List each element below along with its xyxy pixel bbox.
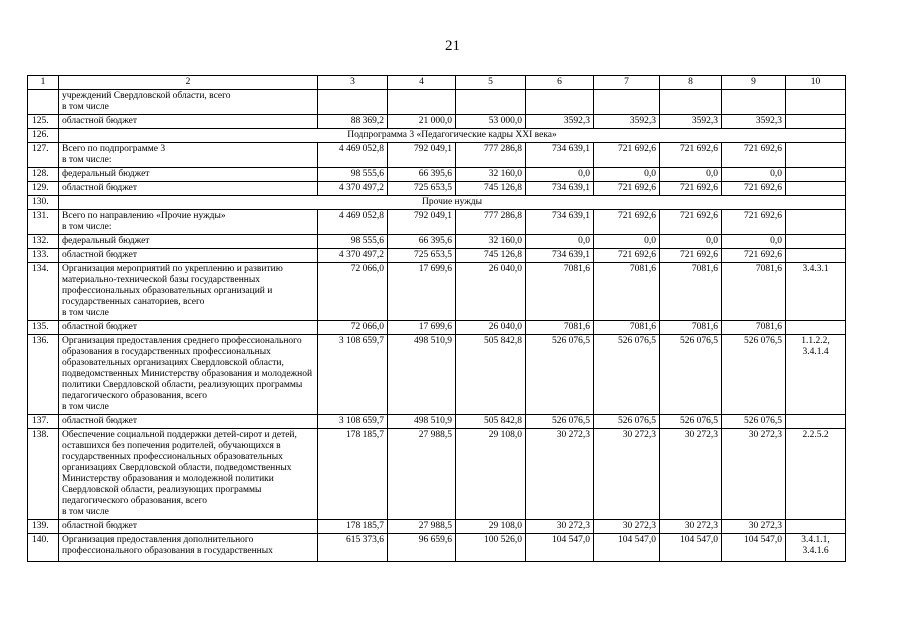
value-cell: 526 076,5 [722, 335, 786, 415]
value-cell: 32 160,0 [456, 235, 526, 249]
goal-code [786, 321, 846, 335]
row-number: 135. [28, 321, 59, 335]
section-title: Подпрограмма 3 «Педагогические кадры XXI века» [59, 129, 846, 143]
value-cell: 721 692,6 [660, 143, 722, 168]
budget-table [27, 75, 846, 562]
column-header: 2 [59, 76, 318, 90]
value-cell: 0,0 [722, 168, 786, 182]
value-cell [456, 90, 526, 115]
value-cell: 3592,3 [722, 115, 786, 129]
row-name: Организация предоставления дополнительного профессионального образования в государственных [59, 534, 318, 562]
value-cell: 29 108,0 [456, 520, 526, 534]
value-cell: 721 692,6 [594, 182, 660, 196]
row-number: 130. [28, 196, 59, 210]
table-row [28, 196, 846, 210]
row-name: Всего по подпрограмме 3 в том числе: [59, 143, 318, 168]
value-cell: 7081,6 [722, 263, 786, 321]
row-name: Организация предоставления среднего профессионального образования в государственных профессиональных образовательных организациях Свердловской области, подведомственных Министерству образования и молодежной политики Свердловской области, реализующих программы педагогического образования, всего в том числе [59, 335, 318, 415]
row-name: областной бюджет [59, 415, 318, 429]
value-cell: 0,0 [722, 235, 786, 249]
value-cell: 721 692,6 [722, 249, 786, 263]
row-number: 133. [28, 249, 59, 263]
row-name: Обеспечение социальной поддержки детей-сирот и детей, оставшихся без попечения родителей, обучающихся в государственных профессиональных образовательных организациях Свердловской области, подведомственных Министерству образования и молодежной политики Свердловской области, реализующих программы педагогического образования, всего в том числе [59, 429, 318, 520]
row-number: 132. [28, 235, 59, 249]
row-number: 137. [28, 415, 59, 429]
value-cell: 66 395,6 [388, 235, 456, 249]
value-cell: 721 692,6 [660, 182, 722, 196]
value-cell: 725 653,5 [388, 182, 456, 196]
page-number: 21 [445, 38, 460, 54]
column-header: 9 [722, 76, 786, 90]
value-cell: 66 395,6 [388, 168, 456, 182]
value-cell: 4 469 052,8 [318, 210, 388, 235]
value-cell: 498 510,9 [388, 415, 456, 429]
column-header: 4 [388, 76, 456, 90]
goal-code: 3.4.3.1 [786, 263, 846, 321]
table-row [28, 129, 846, 143]
value-cell: 792 049,1 [388, 143, 456, 168]
goal-code [786, 90, 846, 115]
row-name: областной бюджет [59, 115, 318, 129]
table-row [28, 520, 846, 534]
value-cell: 100 526,0 [456, 534, 526, 562]
row-number: 134. [28, 263, 59, 321]
row-name: областной бюджет [59, 520, 318, 534]
header-row [28, 76, 846, 90]
value-cell: 98 555,6 [318, 235, 388, 249]
goal-code [786, 249, 846, 263]
value-cell: 498 510,9 [388, 335, 456, 415]
value-cell: 0,0 [594, 168, 660, 182]
column-header: 6 [526, 76, 594, 90]
table-row [28, 210, 846, 235]
table-row [28, 534, 846, 562]
value-cell: 7081,6 [660, 321, 722, 335]
goal-code [786, 210, 846, 235]
value-cell: 7081,6 [526, 321, 594, 335]
goal-code [786, 168, 846, 182]
value-cell: 526 076,5 [594, 335, 660, 415]
value-cell: 526 076,5 [660, 415, 722, 429]
value-cell: 27 988,5 [388, 520, 456, 534]
value-cell: 7081,6 [660, 263, 722, 321]
value-cell: 721 692,6 [722, 182, 786, 196]
goal-code [786, 235, 846, 249]
goal-code [786, 415, 846, 429]
table-row [28, 115, 846, 129]
value-cell: 3592,3 [526, 115, 594, 129]
row-number: 140. [28, 534, 59, 562]
table-row [28, 263, 846, 321]
value-cell: 0,0 [526, 168, 594, 182]
value-cell: 7081,6 [594, 263, 660, 321]
value-cell: 30 272,3 [594, 520, 660, 534]
value-cell: 777 286,8 [456, 143, 526, 168]
value-cell: 104 547,0 [660, 534, 722, 562]
value-cell: 17 699,6 [388, 321, 456, 335]
value-cell: 88 369,2 [318, 115, 388, 129]
column-header: 10 [786, 76, 846, 90]
value-cell: 526 076,5 [722, 415, 786, 429]
value-cell: 3 108 659,7 [318, 415, 388, 429]
value-cell: 526 076,5 [526, 415, 594, 429]
value-cell: 104 547,0 [594, 534, 660, 562]
row-name: Организация мероприятий по укреплению и развитию материально-технической базы государственных профессиональных образовательных организаций и государственных санаториев, всего в том числе [59, 263, 318, 321]
value-cell: 725 653,5 [388, 249, 456, 263]
value-cell: 777 286,8 [456, 210, 526, 235]
value-cell: 792 049,1 [388, 210, 456, 235]
value-cell: 30 272,3 [526, 429, 594, 520]
value-cell: 526 076,5 [526, 335, 594, 415]
table-row [28, 143, 846, 168]
value-cell [722, 90, 786, 115]
table-row [28, 235, 846, 249]
table-row [28, 249, 846, 263]
row-number: 125. [28, 115, 59, 129]
row-number [28, 90, 59, 115]
value-cell: 7081,6 [526, 263, 594, 321]
value-cell: 7081,6 [594, 321, 660, 335]
value-cell: 30 272,3 [660, 429, 722, 520]
row-name: областной бюджет [59, 249, 318, 263]
goal-code: 3.4.1.1, 3.4.1.6 [786, 534, 846, 562]
value-cell: 3 108 659,7 [318, 335, 388, 415]
value-cell: 21 000,0 [388, 115, 456, 129]
value-cell: 30 272,3 [594, 429, 660, 520]
value-cell: 734 639,1 [526, 249, 594, 263]
value-cell: 721 692,6 [594, 249, 660, 263]
column-header: 8 [660, 76, 722, 90]
value-cell: 745 126,8 [456, 249, 526, 263]
value-cell: 30 272,3 [526, 520, 594, 534]
row-number: 126. [28, 129, 59, 143]
value-cell: 734 639,1 [526, 182, 594, 196]
row-name: областной бюджет [59, 182, 318, 196]
value-cell: 104 547,0 [722, 534, 786, 562]
value-cell: 3592,3 [594, 115, 660, 129]
value-cell: 0,0 [594, 235, 660, 249]
goal-code [786, 115, 846, 129]
value-cell: 721 692,6 [594, 143, 660, 168]
goal-code [786, 143, 846, 168]
value-cell: 30 272,3 [722, 429, 786, 520]
value-cell: 505 842,8 [456, 335, 526, 415]
column-header: 5 [456, 76, 526, 90]
row-name: федеральный бюджет [59, 168, 318, 182]
column-header: 1 [28, 76, 59, 90]
row-name: федеральный бюджет [59, 235, 318, 249]
value-cell: 3592,3 [660, 115, 722, 129]
value-cell [594, 90, 660, 115]
goal-code [786, 182, 846, 196]
value-cell: 72 066,0 [318, 263, 388, 321]
row-name: областной бюджет [59, 321, 318, 335]
value-cell: 526 076,5 [594, 415, 660, 429]
value-cell [526, 90, 594, 115]
value-cell: 7081,6 [722, 321, 786, 335]
value-cell: 72 066,0 [318, 321, 388, 335]
row-name: Всего по направлению «Прочие нужды» в том числе: [59, 210, 318, 235]
value-cell: 29 108,0 [456, 429, 526, 520]
goal-code [786, 520, 846, 534]
row-number: 139. [28, 520, 59, 534]
value-cell: 0,0 [660, 235, 722, 249]
row-number: 127. [28, 143, 59, 168]
column-header: 3 [318, 76, 388, 90]
value-cell: 30 272,3 [660, 520, 722, 534]
row-number: 128. [28, 168, 59, 182]
value-cell: 96 659,6 [388, 534, 456, 562]
value-cell: 30 272,3 [722, 520, 786, 534]
value-cell [318, 90, 388, 115]
value-cell: 53 000,0 [456, 115, 526, 129]
table-row [28, 182, 846, 196]
value-cell: 0,0 [660, 168, 722, 182]
value-cell: 721 692,6 [660, 249, 722, 263]
value-cell: 745 126,8 [456, 182, 526, 196]
value-cell: 721 692,6 [722, 210, 786, 235]
row-name: учреждений Свердловской области, всего в том числе [59, 90, 318, 115]
row-number: 136. [28, 335, 59, 415]
value-cell: 4 370 497,2 [318, 182, 388, 196]
table-row [28, 415, 846, 429]
table-body [28, 76, 846, 562]
value-cell: 734 639,1 [526, 210, 594, 235]
row-number: 131. [28, 210, 59, 235]
value-cell [388, 90, 456, 115]
value-cell: 178 185,7 [318, 429, 388, 520]
value-cell: 32 160,0 [456, 168, 526, 182]
value-cell: 4 469 052,8 [318, 143, 388, 168]
value-cell: 17 699,6 [388, 263, 456, 321]
goal-code: 1.1.2.2, 3.4.1.4 [786, 335, 846, 415]
column-header: 7 [594, 76, 660, 90]
goal-code: 2.2.5.2 [786, 429, 846, 520]
value-cell: 27 988,5 [388, 429, 456, 520]
value-cell: 734 639,1 [526, 143, 594, 168]
value-cell [660, 90, 722, 115]
value-cell: 178 185,7 [318, 520, 388, 534]
table-row [28, 90, 846, 115]
value-cell: 721 692,6 [722, 143, 786, 168]
table-row [28, 321, 846, 335]
table-row [28, 168, 846, 182]
section-title: Прочие нужды [59, 196, 846, 210]
table-row [28, 429, 846, 520]
value-cell: 721 692,6 [594, 210, 660, 235]
value-cell: 615 373,6 [318, 534, 388, 562]
value-cell: 0,0 [526, 235, 594, 249]
value-cell: 98 555,6 [318, 168, 388, 182]
row-number: 138. [28, 429, 59, 520]
value-cell: 505 842,8 [456, 415, 526, 429]
value-cell: 4 370 497,2 [318, 249, 388, 263]
value-cell: 104 547,0 [526, 534, 594, 562]
row-number: 129. [28, 182, 59, 196]
value-cell: 526 076,5 [660, 335, 722, 415]
table-row [28, 335, 846, 415]
value-cell: 721 692,6 [660, 210, 722, 235]
value-cell: 26 040,0 [456, 321, 526, 335]
value-cell: 26 040,0 [456, 263, 526, 321]
